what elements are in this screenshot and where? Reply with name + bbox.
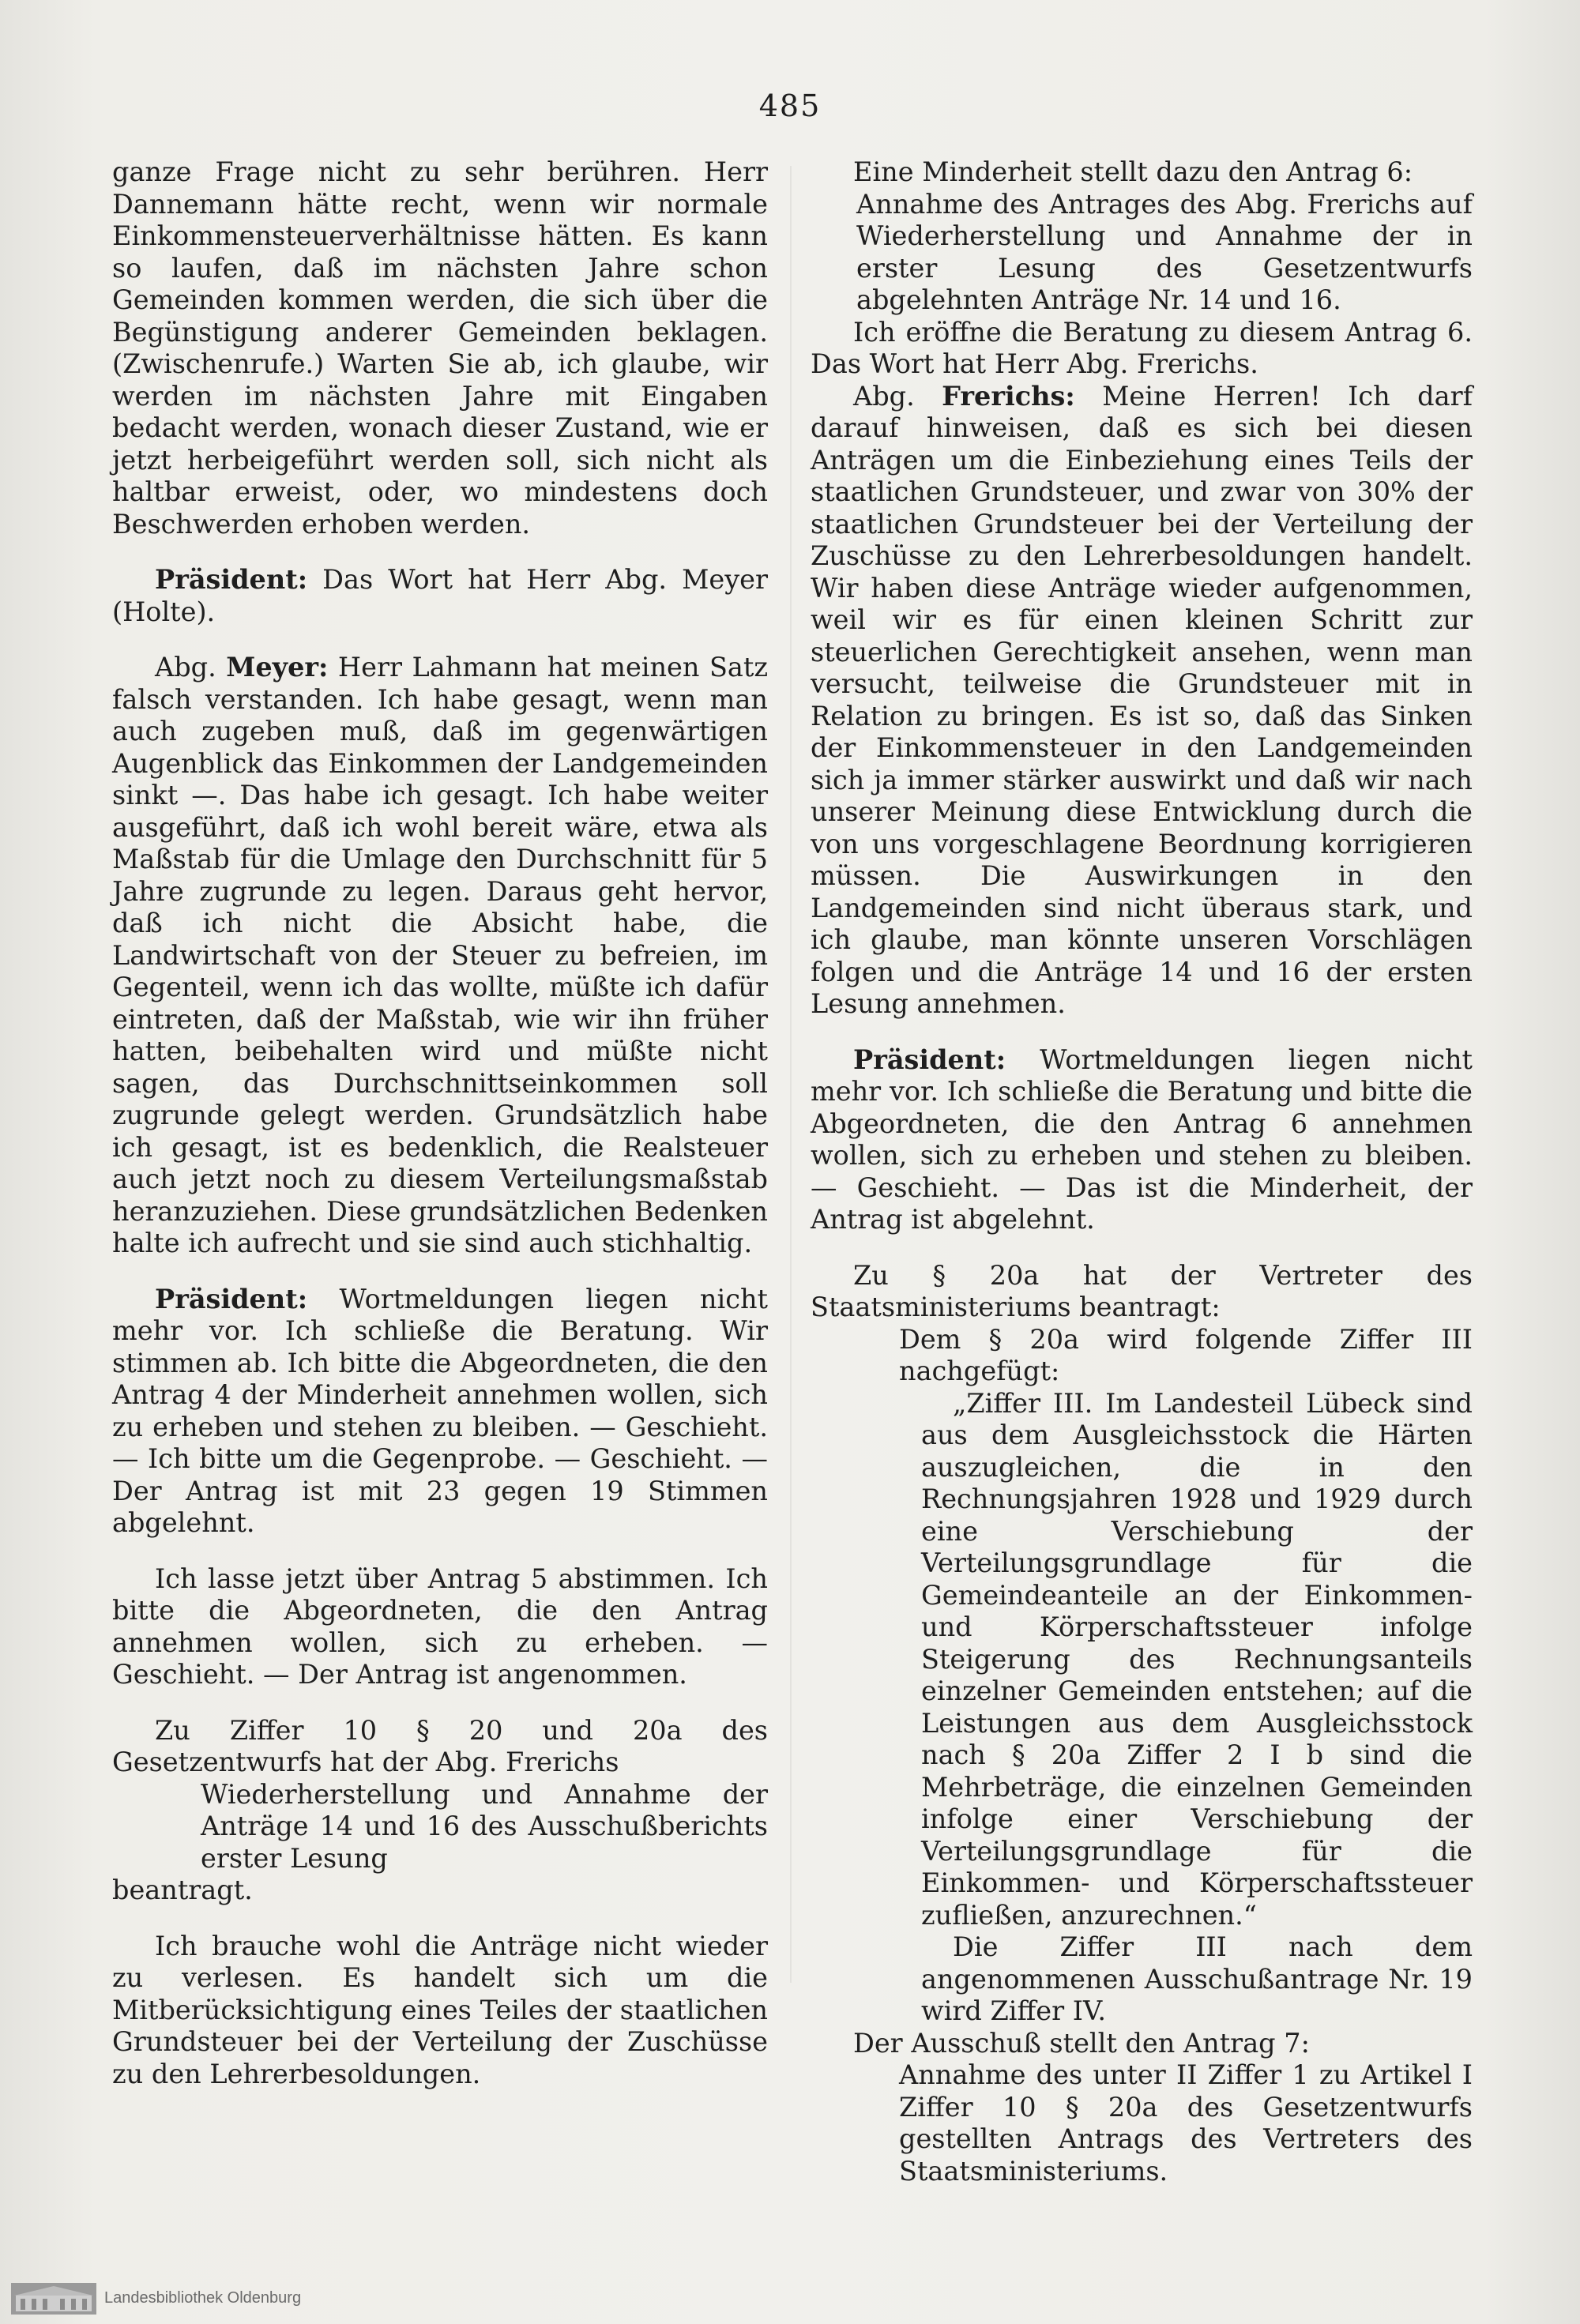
right-column [811, 156, 1473, 2187]
speaker-label: Frerichs: [942, 380, 1075, 412]
paragraph-meyer [112, 652, 768, 1260]
motion-text-7: Annahme des unter II Ziffer 1 zu Artikel I Ziffer 10 § 20a des Gesetzentwurfs gestellten Antrags des Vertreters des Staatsministeriums. [899, 2059, 1473, 2187]
library-building-icon [11, 2283, 96, 2315]
paragraph-president-3 [811, 1044, 1473, 1236]
motion-text-20a: Dem § 20a wird folgende Ziffer III nachgefügt: [899, 1323, 1473, 1386]
paragraph-ziffer-10: Zu Ziffer 10 § 20 und 20a des Gesetzentwurfs hat der Abg. Frerichs [112, 1714, 768, 1777]
motion-text-6: Annahme des Antrages des Abg. Frerichs auf Wiederherstellung und Annahme der in erster Lesung des Gesetzentwurfs abgelehnten Anträge Nr. 14 und 16. [856, 188, 1473, 315]
speaker-label: Präsident: [853, 1044, 1006, 1075]
speaker-prefix: Abg. [853, 380, 942, 412]
quote-ziffer-iii: „Ziffer III. Im Landesteil Lübeck sind aus dem Ausgleichsstock die Härten auszugleichen, die in den Rechnungsjahren 1928 und 1929 durch eine Verschiebung der Verteilungsgrundlage für die Gemeindeanteile an der Einkommen- und Körperschaftssteuer infolge Steigerung des Rechnungsanteils einzelner Gemeinden entstehen; auf die Leistungen aus dem Ausgleichsstock nach § 20a Ziffer 2 I b sind die Mehrbeträge, die einzelnen Gemeinden infolge einer Verschiebung der Verteilungsgrundlage für die Einkommen- und Körperschaftssteuer zufließen, anzurechnen.“ [921, 1387, 1473, 1931]
paragraph-vote-5: Ich lasse jetzt über Antrag 5 abstimmen. Ich bitte die Abgeordneten, die den Antrag annehmen wollen, sich zu erheben. — Geschieht. — Der Antrag ist angenommen. [112, 1562, 768, 1690]
left-column [112, 156, 768, 2090]
paragraph-continued: ganze Frage nicht zu sehr berühren. Herr Dannemann hätte recht, wenn wir normale Einkommensteuerverhältnisse hätten. Es kann so laufen, daß im nächsten Jahre schon Gemeinden kommen werden, die sich über die Begünstigung anderer Gemeinden beklagen. (Zwischenrufe.) Warten Sie ab, ich glaube, wir werden im nächsten Jahre mit Eingaben bedacht werden, wonach dieser Zustand, wie er jetzt herbeigeführt werden soll, sich nicht als haltbar erweist, oder, wo mindestens doch Beschwerden erhoben werden. [112, 156, 768, 540]
paragraph-text: Herr Lahmann hat meinen Satz falsch verstanden. Ich habe gesagt, wenn man auch zugeben muß, daß im gegenwärtigen Augenblick das Einkommen der Landgemeinden sinkt —. Das habe ich gesagt. Ich habe weiter ausgeführt, daß ich wohl bereit wäre, etwa als Maßstab für die Umlage den Durchschnitt für 5 Jahre zugrunde zu legen. Daraus geht hervor, daß ich nicht die Absicht habe, die Landwirtschaft von der Steuer zu befreien, im Gegenteil, wenn ich das wollte, müßte ich dafür eintreten, daß der Maßstab, wie wir ihn früher hatten, beibehalten wird und müßte nicht sagen, das Durchschnittseinkommen soll zugrunde gelegt werden. Grundsätzlich habe ich gesagt, ist es bedenklich, die Realsteuer auch jetzt noch zu diesem Verteilungsmaßstab heranzuziehen. Diese grundsätzlichen Bedenken halte ich aufrecht und sie sind auch stichhaltig. [112, 652, 768, 1258]
paragraph-antraege: Ich brauche wohl die Anträge nicht wieder zu verlesen. Es handelt sich um die Mitberücksichtigung eines Teiles der staatlichen Grundsteuer bei der Verteilung der Zuschüsse zu den Lehrerbesoldungen. [112, 1930, 768, 2089]
speaker-label: Präsident: [155, 1283, 308, 1314]
paragraph-minority-6: Eine Minderheit stellt dazu den Antrag 6: [853, 156, 1413, 187]
column-gutter [790, 166, 792, 1983]
paragraph-20a: Zu § 20a hat der Vertreter des Staatsministeriums beantragt: [811, 1259, 1473, 1322]
paragraph-text: Wortmeldungen liegen nicht mehr vor. Ich schließe die Beratung. Wir stimmen ab. Ich bitte die Abgeordneten, die den Antrag 4 der Minderheit annehmen wollen, sich zu erheben und stehen zu bleiben. — Geschieht. — Ich bitte um die Gegenprobe. — Geschieht. — Der Antrag ist mit 23 gegen 19 Stimmen abgelehnt. [112, 1283, 768, 1538]
paragraph-president-1 [112, 564, 768, 628]
paragraph-frerichs [811, 381, 1473, 1021]
speaker-prefix: Abg. [155, 652, 227, 683]
speaker-label: Meyer: [226, 652, 329, 683]
library-name: Landesbibliothek Oldenburg [104, 2289, 302, 2307]
paragraph-opening-6: Ich eröffne die Beratung zu diesem Antrag 6. Das Wort hat Herr Abg. Frerichs. [811, 316, 1473, 379]
paragraph-president-2 [112, 1284, 768, 1540]
speaker-label: Präsident: [155, 564, 308, 595]
paragraph-beantragt: beantragt. [112, 1875, 253, 1905]
paragraph-text: Wortmeldungen liegen nicht mehr vor. Ich schließe die Beratung und bitte die Abgeordneten, die den Antrag 6 annehmen wollen, sich zu erheben und stehen zu bleiben. — Geschieht. — Das ist die Minderheit, der Antrag ist abgelehnt. [811, 1044, 1473, 1235]
paragraph-ziffer-iv: Die Ziffer III nach dem angenommenen Ausschußantrage Nr. 19 wird Ziffer IV. [921, 1931, 1473, 2026]
paragraph-text: Meine Herren! Ich darf darauf hinweisen, daß es sich bei diesen Anträgen um die Einbeziehung eines Teils der staatlichen Grundsteuer, und zwar von 30% der staatlichen Grundsteuer bei der Verteilung der Zuschüsse zu den Lehrerbesoldungen handelt. Wir haben diese Anträge wieder aufgenommen, weil wir es für einen kleinen Schritt zur steuerlichen Gerechtigkeit ansehen, wenn man versucht, teilweise die Grundsteuer mit in Relation zu bringen. Es ist so, daß das Sinken der Einkommensteuer in den Landgemeinden sich ja immer stärker auswirkt und daß wir nach unserer Meinung diese Entwicklung durch die von uns vorgeschlagene Beordnung korrigieren müssen. Die Auswirkungen in den Landgemeinden sind nicht überaus stark, und ich glaube, man könnte unseren Vorschlägen folgen und die Anträge 14 und 16 der ersten Lesung annehmen. [811, 380, 1473, 1019]
page-number: 485 [758, 88, 822, 123]
paragraph-text: Das Wort hat Herr Abg. Meyer (Holte). [112, 564, 768, 627]
paragraph-committee-7: Der Ausschuß stellt den Antrag 7: [853, 2027, 1310, 2059]
motion-text: Wiederherstellung und Annahme der Anträge 14 und 16 des Ausschußberichts erster Lesung [201, 1778, 768, 1874]
